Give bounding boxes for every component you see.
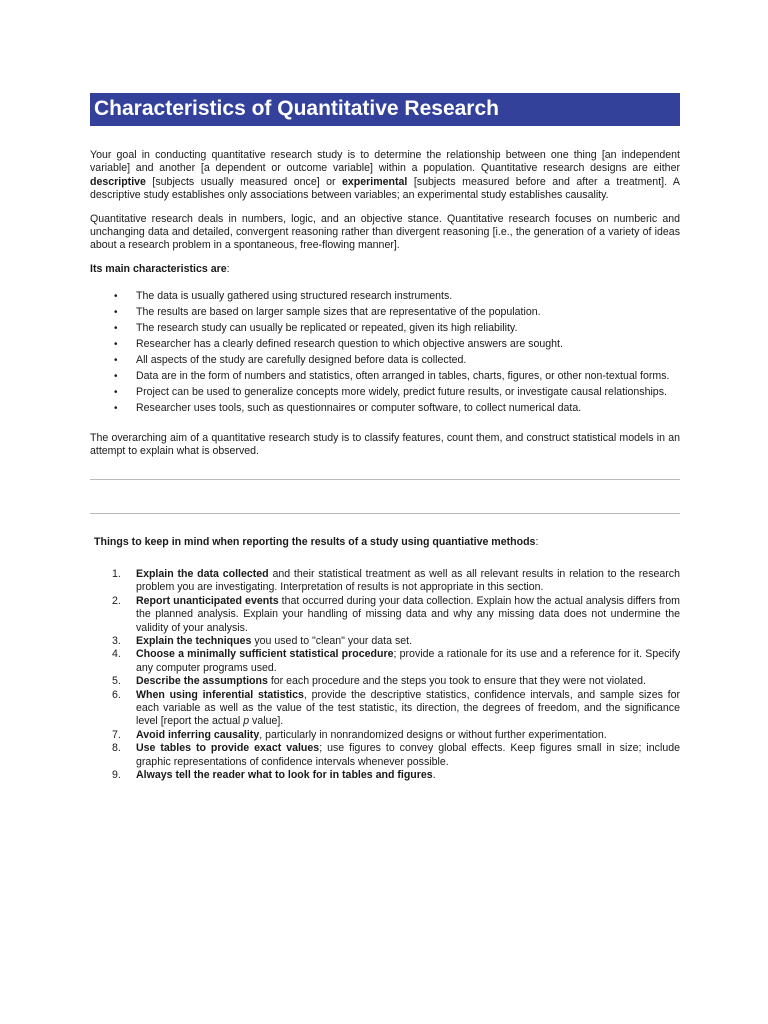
list-item-text: The data is usually gathered using structured research instruments. [136, 290, 453, 303]
list-item [90, 742, 680, 769]
list-item [90, 675, 680, 688]
list-item [90, 568, 680, 595]
list-number: 2. [112, 594, 121, 607]
bold-term: Explain the data collected [136, 567, 269, 580]
list-item [90, 402, 680, 415]
bold-term: Report unanticipated events [136, 594, 279, 607]
list-item [90, 689, 680, 729]
list-number: 6. [112, 688, 121, 701]
list-item [90, 386, 680, 399]
list-number: 1. [112, 567, 121, 580]
bullet-icon: • [114, 371, 118, 383]
text-run: and their statistical treatment as well as all relevant results in relation to the research problem you are investigating. Interpretation of results is not appropriate in this section. [136, 567, 680, 594]
list-item [90, 729, 680, 742]
characteristics-heading-text: Its main characteristics are [90, 262, 227, 275]
text-run: value]. [249, 715, 284, 728]
bold-term: Choose a minimally sufficient statistical procedure [136, 648, 394, 661]
bold-term: Avoid inferring causality [136, 728, 260, 741]
characteristics-heading [90, 263, 680, 276]
text-run: . [432, 768, 436, 781]
text-run: [subjects usually measured once] or [145, 175, 343, 188]
list-item [90, 370, 680, 383]
text-run: p [243, 715, 250, 728]
reporting-heading-colon: : [535, 536, 539, 549]
list-item [90, 595, 680, 635]
list-item-text: The results are based on larger sample sizes that are representative of the population. [136, 306, 541, 319]
list-item [90, 338, 680, 351]
list-item-text: The research study can usually be replicated or repeated, given its high reliability. [136, 322, 518, 335]
text-run: [subjects measured before and after a treatment]. A descriptive study establishes only associations between variables; an experimental study establishes causality. [90, 175, 680, 202]
text-run: , particularly in nonrandomized designs or without further experimentation. [259, 728, 607, 741]
text-run: you used to "clean" your data set. [251, 634, 413, 647]
bold-term: Describe the assumptions [136, 675, 268, 688]
list-item [90, 648, 680, 675]
list-item [90, 322, 680, 335]
bullet-icon: • [114, 387, 118, 399]
bold-term: experimental [342, 175, 408, 188]
list-item-text: All aspects of the study are carefully designed before data is collected. [136, 354, 467, 367]
list-item [90, 769, 680, 782]
bullet-icon: • [114, 291, 118, 303]
document-page [90, 93, 680, 782]
text-run: ; provide a rationale for its use and a reference for it. Specify any computer programs used. [136, 648, 680, 674]
bullet-icon: • [114, 339, 118, 351]
list-item-text: Researcher has a clearly defined research question to which objective answers are sought. [136, 338, 563, 351]
page-title: Characteristics of Quantitative Research [90, 93, 680, 126]
bullet-icon: • [114, 323, 118, 335]
bold-term: When using inferential statistics [136, 688, 304, 701]
list-number: 8. [112, 742, 121, 755]
list-item [90, 635, 680, 648]
divider [90, 479, 680, 480]
text-run: for each procedure and the steps you took to ensure that they were not violated. [267, 675, 646, 688]
list-item-text: Researcher uses tools, such as questionnaires or computer software, to collect numerical data. [136, 402, 582, 415]
list-item [90, 306, 680, 319]
bold-term: Use tables to provide exact values [136, 742, 320, 755]
list-number: 3. [112, 634, 121, 647]
bullet-icon: • [114, 403, 118, 415]
text-run: ; use figures to convey global effects. Keep figures small in size; include graphic representations of confidence intervals whenever possible. [136, 742, 680, 768]
list-number: 4. [112, 648, 121, 661]
list-item-text: Data are in the form of numbers and statistics, often arranged in tables, charts, figures, or other non-textual forms. [136, 370, 670, 383]
divider [90, 513, 680, 514]
list-item [90, 290, 680, 303]
bold-term: Always tell the reader what to look for in tables and figures [136, 768, 433, 781]
text-run: Your goal in conducting quantitative research study is to determine the relationship between one thing [an independent variable] and another [a dependent or outcome variable] within a population. Quantitative research designs are either [90, 149, 680, 175]
reporting-heading-text: Things to keep in mind when reporting the results of a study using quantiative methods [94, 536, 536, 549]
characteristics-list [90, 290, 680, 415]
list-item-text: Project can be used to generalize concepts more widely, predict future results, or investigate causal relationships. [136, 386, 667, 399]
list-number: 9. [112, 768, 121, 781]
bold-term: descriptive [90, 175, 146, 188]
intro-paragraph [90, 149, 680, 203]
reporting-heading [90, 536, 680, 549]
bullet-icon: • [114, 355, 118, 367]
bullet-icon: • [114, 307, 118, 319]
list-number: 5. [112, 675, 121, 688]
reporting-steps-list [90, 568, 680, 783]
characteristics-heading-colon: : [226, 262, 230, 275]
numbers-paragraph: Quantitative research deals in numbers, logic, and an objective stance. Quantitative research focuses on numberic and unchanging data and detailed, convergent reasoning rather than divergent reasoning [i.e., the generation of a variety of ideas about a research problem in a spontaneous, free-flowing manner]. [90, 212, 680, 252]
list-item [90, 354, 680, 367]
aim-paragraph: The overarching aim of a quantitative research study is to classify features, count them, and construct statistical models in an attempt to explain what is observed. [90, 431, 680, 458]
bold-term: Explain the techniques [136, 634, 252, 647]
list-number: 7. [112, 728, 121, 741]
text-run: that occurred during your data collection. Explain how the actual analysis differs from the planned analysis. Explain your handling of missing data and why any missing data does not undermine the validity of your analysis. [136, 594, 681, 634]
text-run: , provide the descriptive statistics, confidence intervals, and sample sizes for each variable as well as the value of the test statistic, its direction, the degrees of freedom, and the significance level [report the actual [136, 688, 681, 728]
